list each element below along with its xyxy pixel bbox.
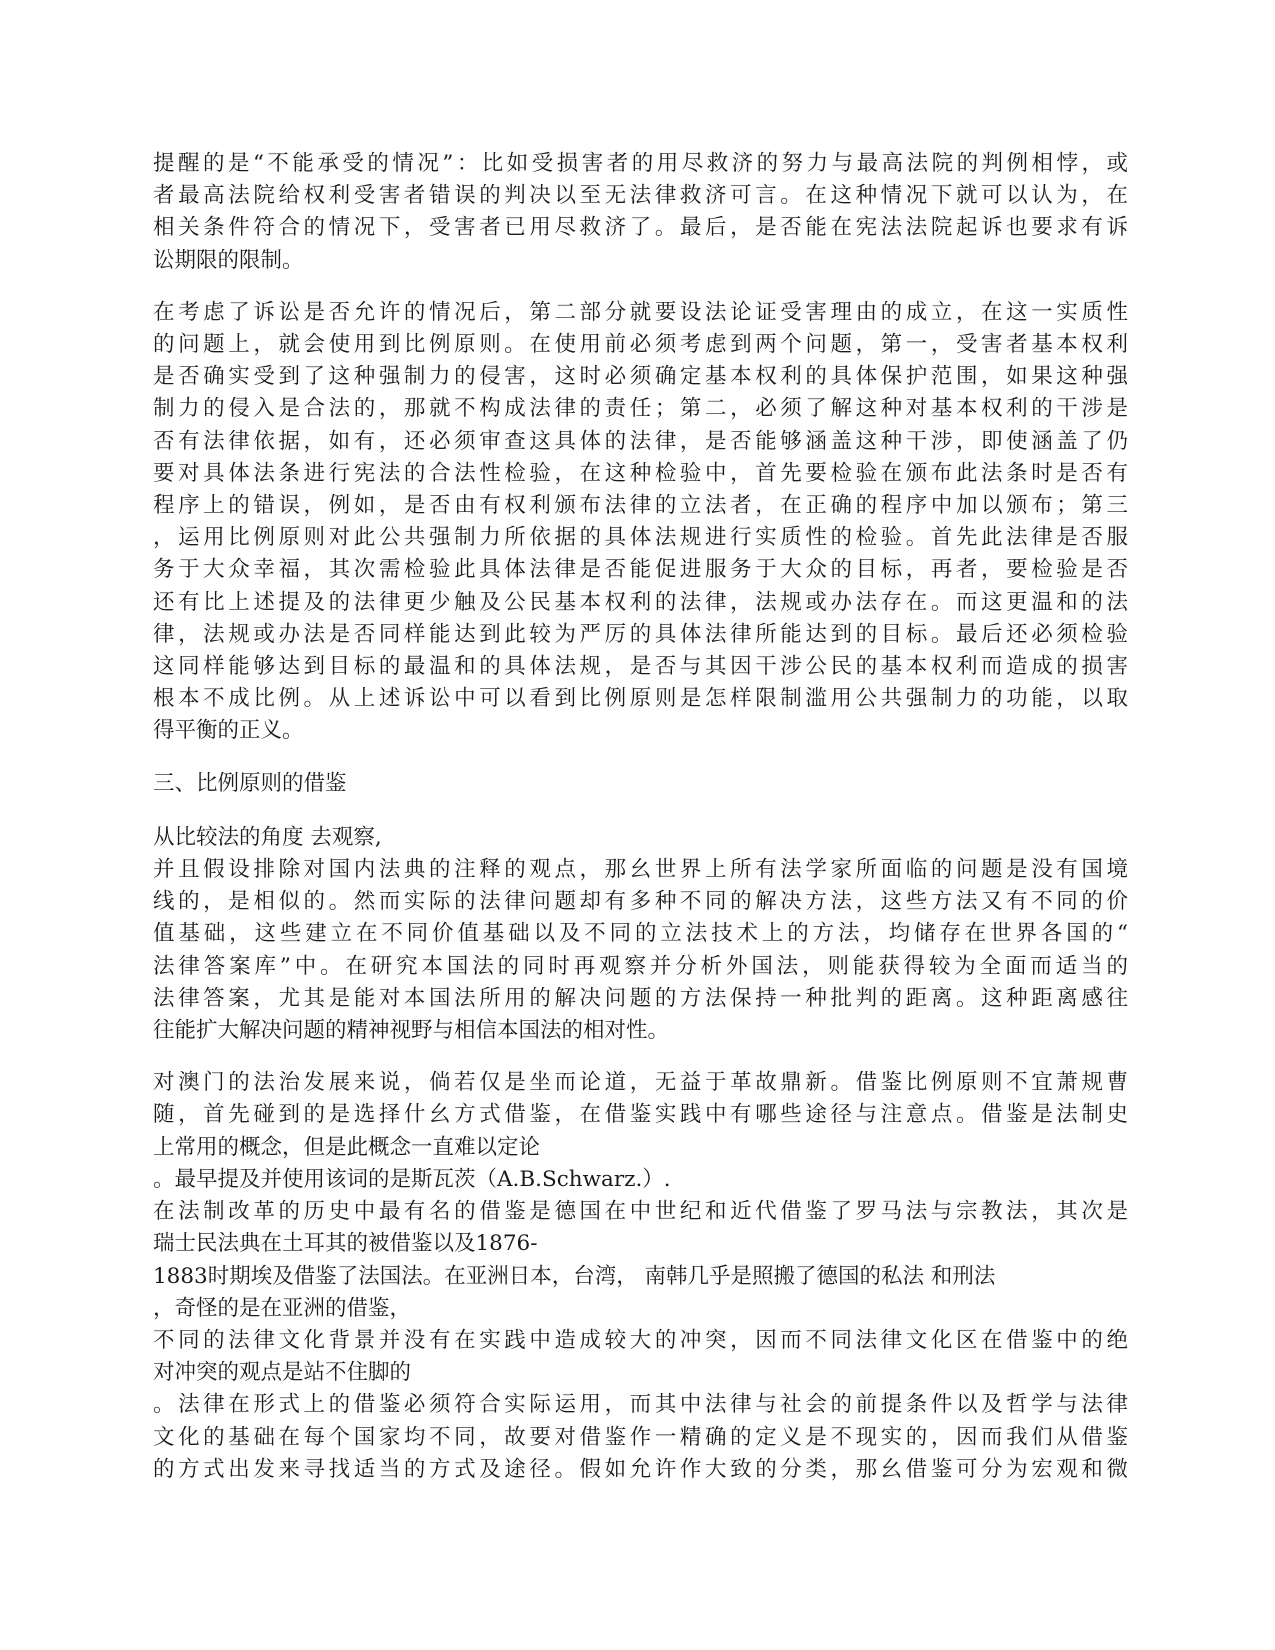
text-line: 者最高法院给权利受害者错误的判决以至无法律救济可言。在这种情况下就可以认为，在 bbox=[153, 183, 1128, 209]
text-line: 程序上的错误，例如，是否由有权利颁布法律的立法者，在正确的程序中加以颁布；第三 bbox=[153, 493, 1128, 519]
text-line: 1883时期埃及借鉴了法国法。在亚洲日本，台湾， 南韩几乎是照搬了德国的私法 和刑法 bbox=[153, 1263, 996, 1289]
text-line: 并且假设排除对国内法典的注释的观点，那幺世界上所有法学家所面临的问题是没有国境 bbox=[153, 857, 1128, 883]
text-line: 还有比上述提及的法律更少触及公民基本权利的法律，法规或办法存在。而这更温和的法 bbox=[153, 589, 1128, 615]
text-line: ，运用比例原则对此公共强制力所依据的具体法规进行实质性的检验。首先此法律是否服 bbox=[153, 525, 1128, 551]
text-line: 相关条件符合的情况下，受害者已用尽救济了。最后，是否能在宪法法院起诉也要求有诉 bbox=[153, 215, 1128, 241]
text-line: 。最早提及并使用该词的是斯瓦茨（A.B.Schwarz.）. bbox=[153, 1166, 671, 1192]
text-line: 不同的法律文化背景并没有在实践中造成较大的冲突，因而不同法律文化区在借鉴中的绝 bbox=[153, 1327, 1128, 1353]
text-line: ，奇怪的是在亚洲的借鉴， bbox=[153, 1295, 412, 1321]
text-line: 根本不成比例。从上述诉讼中可以看到比例原则是怎样限制滥用公共强制力的功能，以取 bbox=[153, 686, 1128, 712]
text-line: 往能扩大解决问题的精神视野与相信本国法的相对性。 bbox=[153, 1018, 670, 1044]
paragraph-exhaustion-of-remedies bbox=[153, 148, 1128, 277]
section-heading bbox=[153, 768, 1128, 800]
text-line: 的方式出发来寻找适当的方式及途径。假如允许作大致的分类，那幺借鉴可分为宏观和微 bbox=[153, 1456, 1128, 1482]
text-line: 上常用的概念，但是此概念一直难以定论 bbox=[153, 1134, 541, 1160]
document-page bbox=[153, 148, 1128, 1486]
section-heading-text: 三、比例原则的借鉴 bbox=[153, 770, 347, 796]
text-line: 提醒的是“不能承受的情况”：比如受损害者的用尽救济的努力与最高法院的判例相悖，或 bbox=[153, 151, 1128, 176]
text-line: 随，首先碰到的是选择什幺方式借鉴，在借鉴实践中有哪些途径与注意点。借鉴是法制史 bbox=[153, 1102, 1128, 1128]
text-line: 对冲突的观点是站不住脚的 bbox=[153, 1360, 412, 1386]
paragraph-macau-borrowing bbox=[153, 1067, 1128, 1486]
text-line: 值基础，这些建立在不同价值基础以及不同的立法技术上的方法，均储存在世界各国的“ bbox=[153, 921, 1128, 947]
text-line: 是否确实受到了这种强制力的侵害，这时必须确定基本权利的具体保护范围，如果这种强 bbox=[153, 364, 1128, 390]
text-line: 在考虑了诉讼是否允许的情况后，第二部分就要设法论证受害理由的成立，在这一实质性 bbox=[153, 299, 1128, 325]
paragraph-proportionality-review bbox=[153, 297, 1128, 748]
text-line: 律，法规或办法是否同样能达到此较为严厉的具体法律所能达到的目标。最后还必须检验 bbox=[153, 621, 1128, 647]
text-line: 法律答案，尤其是能对本国法所用的解决问题的方法保持一种批判的距离。这种距离感往 bbox=[153, 985, 1128, 1011]
text-line: 对澳门的法治发展来说，倘若仅是坐而论道，无益于革故鼎新。借鉴比例原则不宜萧规曹 bbox=[153, 1070, 1128, 1096]
text-line: 否有法律依据，如有，还必须审查这具体的法律，是否能够涵盖这种干涉，即使涵盖了仍 bbox=[153, 428, 1128, 454]
text-line: 瑞士民法典在土耳其的被借鉴以及1876- bbox=[153, 1231, 538, 1257]
text-line: 线的，是相似的。然而实际的法律问题却有多种不同的解决方法，这些方法又有不同的价 bbox=[153, 889, 1128, 915]
text-line: 从比较法的角度 去观察, bbox=[153, 824, 382, 850]
text-line: 的问题上，就会使用到比例原则。在使用前必须考虑到两个问题，第一，受害者基本权利 bbox=[153, 332, 1128, 358]
paragraph-comparative-law bbox=[153, 822, 1128, 1047]
text-line: 要对具体法条进行宪法的合法性检验，在这种检验中，首先要检验在颁布此法条时是否有 bbox=[153, 460, 1128, 486]
text-line: 这同样能够达到目标的最温和的具体法规，是否与其因干涉公民的基本权利而造成的损害 bbox=[153, 654, 1128, 680]
text-line: 讼期限的限制。 bbox=[153, 247, 304, 273]
text-line: 。法律在形式上的借鉴必须符合实际运用，而其中法律与社会的前提条件以及哲学与法律 bbox=[153, 1392, 1128, 1418]
text-line: 文化的基础在每个国家均不同，故要对借鉴作一精确的定义是不现实的，因而我们从借鉴 bbox=[153, 1424, 1128, 1450]
text-line: 制力的侵入是合法的，那就不构成法律的责任；第二，必须了解这种对基本权利的干涉是 bbox=[153, 396, 1128, 422]
text-line: 法律答案库”中。在研究本国法的同时再观察并分析外国法，则能获得较为全面而适当的 bbox=[153, 953, 1128, 979]
text-line: 在法制改革的历史中最有名的借鉴是德国在中世纪和近代借鉴了罗马法与宗教法，其次是 bbox=[153, 1199, 1128, 1225]
text-line: 务于大众幸福，其次需检验此具体法律是否能促进服务于大众的目标，再者，要检验是否 bbox=[153, 557, 1128, 583]
text-line: 得平衡的正义。 bbox=[153, 718, 304, 744]
